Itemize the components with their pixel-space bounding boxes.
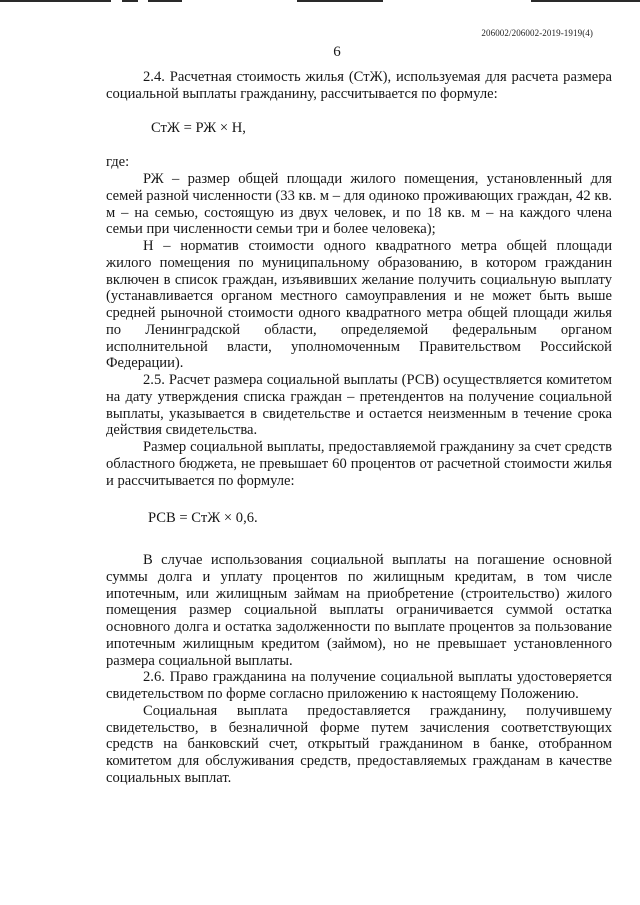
header-rule-2	[122, 0, 138, 2]
paragraph-2-5: 2.5. Расчет размера социальной выплаты (РСВ) осуществляется комитетом на дату утверждения списка граждан – претендентов на получение социальной выплаты, указывается в свидетельстве и остается неизменным в течение срока действия свидетельства.	[106, 372, 612, 439]
paragraph-payment-procedure: Социальная выплата предоставляется гражданину, получившему свидетельство, в безналичной форме путем зачисления соответствующих средств на банковский счет, открытый гражданином в банке, отобранном комитетом для обслуживания средств, предоставляемых гражданам в качестве социальных выплат.	[106, 702, 612, 786]
paragraph-2-6: 2.6. Право гражданина на получение социальной выплаты удостоверяется свидетельством по форме согласно приложению к настоящему Положению.	[106, 669, 612, 702]
document-id: 206002/206002-2019-1919(4)	[481, 28, 593, 38]
header-rule-3	[148, 0, 182, 2]
formula-housing-cost: СтЖ = РЖ × Н,	[151, 119, 246, 136]
paragraph-mortgage: В случае использования социальной выплаты на погашение основной суммы долга и уплату процентов по жилищным кредитам, в том числе ипотечным, или жилищным займам на приобретение (строительство) жилого помещения размер социальной выплаты ограничивается суммой остатка основного долга и остатка задолженности по выплате процентов за пользование ипотечным жилищным кредитом (займом), но не превышает установленного размера социальной выплаты.	[106, 552, 612, 669]
page-number: 6	[333, 44, 341, 60]
header-rule-5	[531, 0, 640, 2]
paragraph-rzh-definition: РЖ – размер общей площади жилого помещения, установленный для семей разной численности (33 кв. м – для одиноко проживающих граждан, 42 кв. м – на семью, состоящую из двух человек, и по 18 кв. м – на каждого члена семьи при численности семьи три и более человека);	[106, 171, 612, 238]
paragraph-payment-size: Размер социальной выплаты, предоставляемой гражданину за счет средств областного бюджета, не превышает 60 процентов от расчетной стоимости жилья и рассчитывается по формуле:	[106, 439, 612, 489]
paragraph-n-definition: Н – норматив стоимости одного квадратного метра общей площади жилого помещения по муниципальному образованию, в котором гражданин включен в список граждан, изъявивших желание получить социальную выплату (устанавливается органом местного самоуправления и не может быть выше средней рыночной стоимости одного квадратного метра общей площади жилья по Ленинградской области, определяемой федеральным органом исполнительной власти, уполномоченным Правительством Российской Федерации).	[106, 238, 612, 372]
formula-social-payment: РСВ = СтЖ × 0,6.	[148, 510, 258, 527]
where-label: где:	[106, 154, 130, 171]
header-rule-4	[297, 0, 383, 2]
paragraph-2-4: 2.4. Расчетная стоимость жилья (СтЖ), используемая для расчета размера социальной выплаты гражданину, рассчитывается по формуле:	[106, 69, 612, 102]
header-rule-1	[0, 0, 111, 2]
document-body	[106, 69, 612, 787]
